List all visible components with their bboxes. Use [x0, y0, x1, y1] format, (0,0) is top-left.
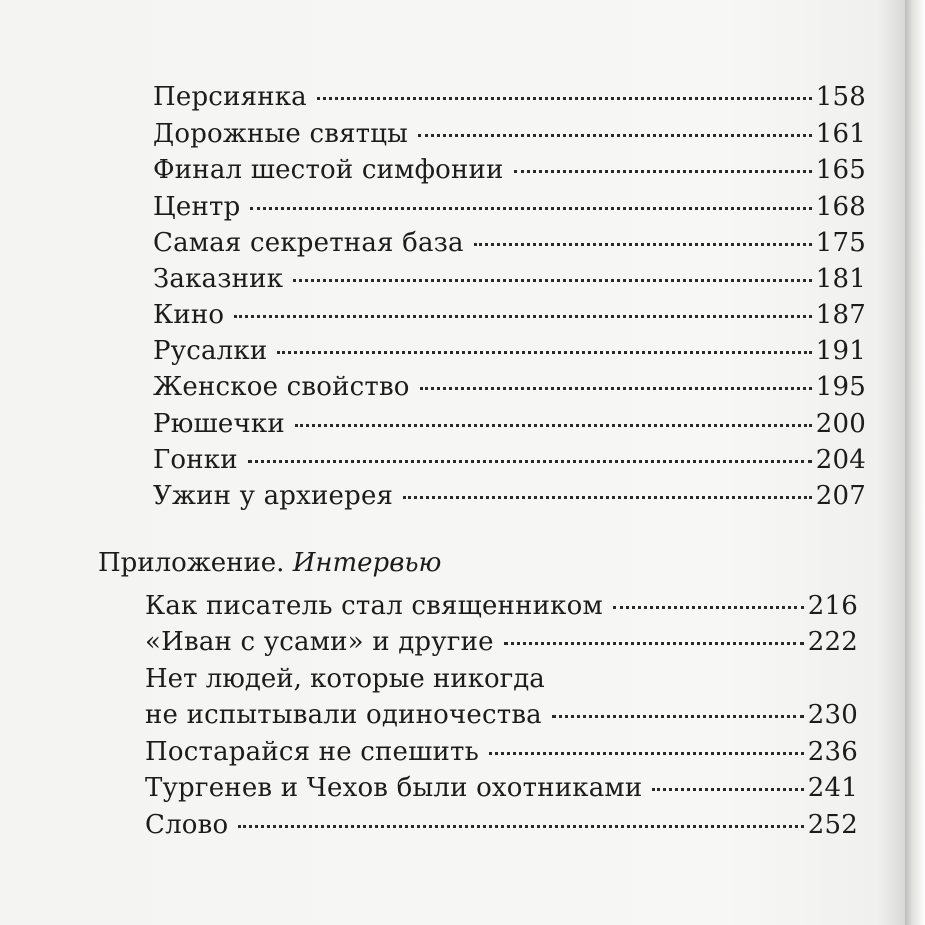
- leader-dots: [420, 387, 812, 390]
- leader-dots: [234, 315, 812, 318]
- leader-dots: [277, 351, 811, 354]
- toc-entry-page: 207: [815, 481, 866, 511]
- toc-entry-page: 204: [815, 445, 866, 475]
- toc-entry: [153, 119, 866, 155]
- toc-entry-title: Кино: [153, 300, 225, 330]
- leader-dots: [514, 170, 812, 173]
- leader-dots: [652, 788, 803, 791]
- toc-entry-page: 236: [807, 737, 858, 767]
- toc-entry-title: Центр: [153, 192, 241, 222]
- leader-dots: [238, 825, 803, 828]
- leader-dots: [474, 243, 812, 246]
- toc-entry-title: Дорожные святцы: [153, 119, 409, 149]
- leader-dots: [293, 279, 812, 282]
- toc-entry-title: Ужин у архиерея: [153, 481, 394, 511]
- toc-entry-title: Гонки: [153, 445, 238, 475]
- toc-entry-title: Тургенев и Чехов были охотниками: [145, 773, 643, 803]
- toc-entry: [153, 192, 866, 228]
- toc-entry-title: Как писатель стал священником: [145, 591, 603, 621]
- toc-entry-page: 252: [807, 810, 858, 840]
- leader-dots: [403, 496, 812, 499]
- toc-entry-title: не испытывали одиночества: [145, 700, 542, 730]
- leader-dots: [489, 752, 804, 755]
- toc-entry-title: Слово: [145, 810, 229, 840]
- leader-dots: [504, 642, 804, 645]
- toc-entry: [153, 445, 866, 481]
- toc-entry: [145, 737, 858, 773]
- toc-entry: [145, 591, 858, 627]
- toc-entry: [153, 82, 866, 118]
- leader-dots: [613, 606, 804, 609]
- toc-entry: [153, 264, 866, 300]
- toc-entry-page: 216: [807, 591, 858, 621]
- toc-entry-page: 165: [815, 155, 866, 185]
- toc-entry: [153, 155, 866, 191]
- toc-entry-title: «Иван с усами» и другие: [145, 627, 494, 657]
- toc-entry: [145, 773, 858, 809]
- leader-dots: [250, 207, 811, 210]
- toc-entry-title: Постарайся не спешить: [145, 737, 479, 767]
- toc-entry-page: 222: [807, 627, 858, 657]
- leader-dots: [552, 715, 804, 718]
- toc-entry-page: 191: [815, 336, 866, 366]
- toc-entry-title: Рюшечки: [153, 409, 285, 439]
- toc-entry-page: 158: [815, 82, 866, 112]
- toc-entry-page: 230: [807, 700, 858, 730]
- toc-entry-page: 187: [815, 300, 866, 330]
- toc-entry-page: 195: [815, 372, 866, 402]
- page-edge: [905, 0, 925, 925]
- leader-dots: [418, 134, 812, 137]
- toc-entry-page: 181: [815, 264, 866, 294]
- toc-entry-page: 200: [815, 409, 866, 439]
- toc-entry-page: 161: [815, 119, 866, 149]
- toc-entry-title: Персиянка: [153, 82, 307, 112]
- toc-entry: [145, 627, 858, 663]
- toc-entry-page: 168: [815, 192, 866, 222]
- toc-entry-page: 175: [815, 228, 866, 258]
- toc-entry-title: Русалки: [153, 336, 268, 366]
- appendix-heading: [98, 548, 441, 584]
- toc-entry-page: 241: [807, 773, 858, 803]
- toc-entry: [145, 810, 858, 846]
- toc-entry: [153, 336, 866, 372]
- toc-entry-title: Самая секретная база: [153, 228, 464, 258]
- toc-entry-title: Финал шестой симфонии: [153, 155, 504, 185]
- toc-entry-title-line1: Нет людей, которые никогда: [145, 664, 545, 694]
- toc-entry: [153, 409, 866, 445]
- appendix-heading-label: Приложение.: [98, 548, 285, 578]
- leader-dots: [317, 97, 812, 100]
- toc-entry: [153, 300, 866, 336]
- toc-entry: [153, 372, 866, 408]
- leader-dots: [248, 460, 812, 463]
- toc-entry: [153, 481, 866, 517]
- toc-entry: [145, 700, 858, 736]
- toc-entry: [153, 228, 866, 264]
- toc-entry-title: Заказник: [153, 264, 284, 294]
- appendix-heading-subtitle: Интервью: [292, 548, 442, 578]
- toc-entry-title: Женское свойство: [153, 372, 410, 402]
- leader-dots: [295, 424, 812, 427]
